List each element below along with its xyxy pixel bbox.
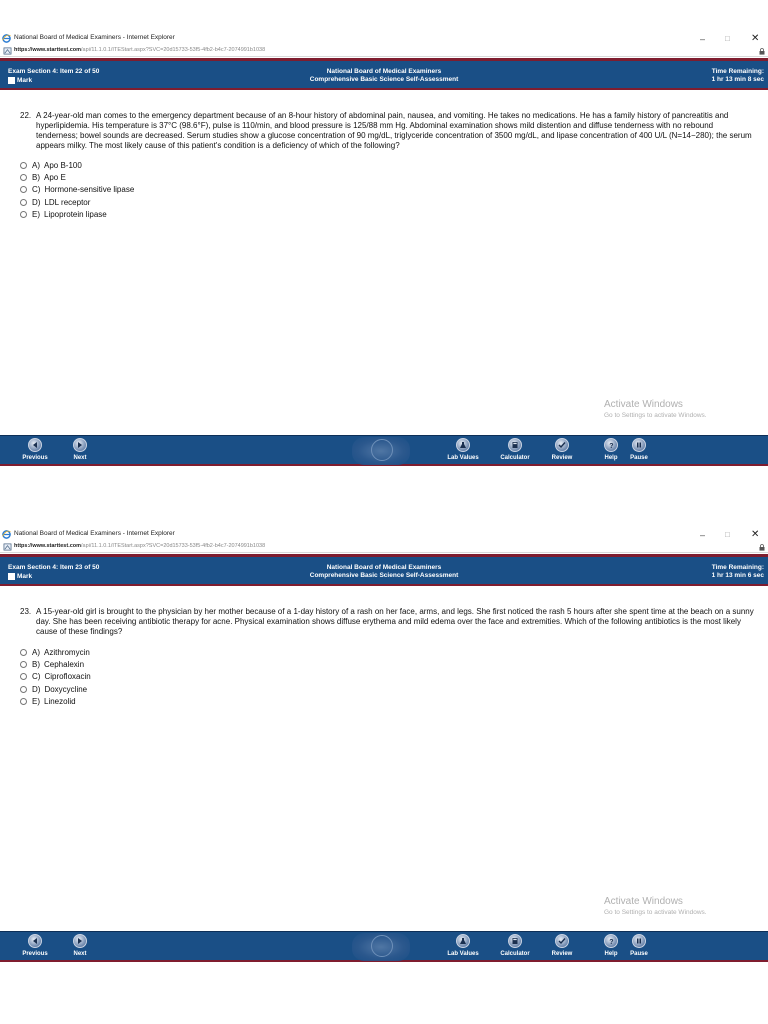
exam-footer [0,435,768,466]
minimize-button[interactable]: – [700,530,706,540]
review-icon [558,937,566,945]
answer-options [20,646,320,708]
mark-checkbox-icon [8,77,15,84]
previous-arrow-icon [31,937,39,945]
answer-option-b[interactable] [20,171,320,183]
page-icon [3,47,12,55]
maximize-button[interactable]: □ [725,530,730,539]
nbme-seal-icon [352,437,410,465]
exam-title-line2: Comprehensive Basic Science Self-Assessment [309,76,459,83]
help-label: Help [604,455,618,461]
pause-button[interactable] [614,934,664,961]
browser-titlebar [0,32,768,46]
option-text: Linezolid [44,697,76,707]
calculator-button[interactable] [490,934,540,961]
option-letter: A) [32,647,40,657]
exam-header [0,554,768,586]
question-stem [20,607,760,637]
exam-title-line2: Comprehensive Basic Science Self-Assessment [309,572,459,579]
lock-icon [759,48,765,55]
address-url[interactable] [14,47,265,53]
pause-button[interactable] [614,438,664,465]
page-icon [3,543,12,551]
next-label: Next [73,951,87,957]
answer-option-e[interactable] [20,696,320,708]
pause-label: Pause [630,951,648,957]
url-host: https://www.starttest.com [14,543,82,549]
exam-title [234,564,534,580]
radio-icon[interactable] [20,649,27,656]
question-text: A 24-year-old man comes to the emergency department because of an 8-hour history of abdominal pain, nausea, and vomiting. He takes no medications. He has a family history of pancreatitis and hyperlipidemia. His temperature is 37°C (98.6°F), pulse is 110/min, and blood pressure is 125/88 mm Hg. Abdominal examination shows mild distention and diffuse tenderness with no rebound tenderness; bowel sounds are decreased. Serum studies show a glucose concentration of 90 mg/dL, triglyceride concentration of 3500 mg/dL, and lipase concentration of 400 U/L (N=14−280); the serum appears milky. The most likely cause of this patient's condition is a deficiency of which of the following? [36,111,752,150]
option-text: Ciprofloxacin [44,672,91,682]
answer-option-a[interactable] [20,159,320,171]
radio-icon[interactable] [20,162,27,169]
radio-icon[interactable] [20,174,27,181]
radio-icon[interactable] [20,673,27,680]
mark-label: Mark [17,77,33,84]
exam-window-item-22 [0,32,768,468]
question-stem [20,111,760,151]
previous-label: Previous [22,951,48,957]
answer-option-e[interactable] [20,209,320,221]
question-content [0,590,768,930]
option-letter: C) [32,672,41,682]
help-label: Help [604,951,618,957]
calculator-label: Calculator [500,455,530,461]
lab-values-button[interactable] [438,934,488,961]
time-label: Time Remaining: [711,68,764,75]
watermark-title: Activate Windows [604,399,683,410]
option-text: Azithromycin [44,647,90,657]
pause-icon [635,937,643,945]
item-label: Exam Section 4: Item 23 of 50 [8,564,100,571]
next-arrow-icon [76,441,84,449]
exam-title [234,68,534,84]
time-label: Time Remaining: [711,564,764,571]
mark-label: Mark [17,573,33,580]
url-path: /api/11.1.0.1/ITEStart.aspx?SVC=20d15733-53f5-4fb2-b4c7-2074991b1038 [81,543,266,549]
calculator-icon [511,937,519,945]
address-bar[interactable] [0,46,768,57]
radio-icon[interactable] [20,186,27,193]
url-host: https://www.starttest.com [14,47,82,53]
answer-option-c[interactable] [20,671,320,683]
window-title: National Board of Medical Examiners - Internet Explorer [14,530,175,537]
previous-button[interactable] [10,438,60,465]
address-url[interactable] [14,543,265,549]
radio-icon[interactable] [20,211,27,218]
time-remaining [712,68,764,84]
minimize-button[interactable]: – [700,34,706,44]
lab-values-icon [459,937,467,945]
lab-values-label: Lab Values [447,455,479,461]
radio-icon[interactable] [20,698,27,705]
exam-header [0,58,768,90]
next-button[interactable] [55,934,105,961]
close-button[interactable]: ✕ [751,529,760,540]
option-letter: B) [32,173,40,183]
ie-logo-icon [2,530,11,539]
activate-windows-watermark [604,896,707,916]
lock-icon [759,544,765,551]
url-path: /api/11.1.0.1/ITEStart.aspx?SVC=20d15733-53f5-4fb2-b4c7-2074991b1038 [81,47,266,53]
address-bar[interactable] [0,542,768,553]
nbme-seal-icon [352,933,410,961]
calculator-button[interactable] [490,438,540,465]
window-title: National Board of Medical Examiners - Internet Explorer [14,34,175,41]
lab-values-icon [459,441,467,449]
lab-values-label: Lab Values [447,951,479,957]
review-button[interactable] [537,934,587,961]
option-text: Apo E [44,173,66,183]
answer-option-c[interactable] [20,184,320,196]
time-value: 1 hr 13 min 6 sec [711,572,764,579]
svg-text:?: ? [609,939,614,945]
browser-titlebar [0,528,768,542]
exam-window-item-23 [0,528,768,964]
question-text: A 15-year-old girl is brought to the physician by her mother because of a 1-day history of a rash on her face, arms, and legs. She first noticed the rash 5 hours after she spent time at the beach on a sunny day. She has been receiving antibiotic therapy for acne. Physical examination shows diffuse erythema and mild edema over the face and extremities. Which of the following antibiotics is the most likely cause of these findings? [36,607,754,636]
previous-label: Previous [22,455,48,461]
review-button[interactable] [537,438,587,465]
review-icon [558,441,566,449]
option-text: Doxycycline [44,684,88,694]
exam-footer [0,931,768,962]
question-number: 23. [20,607,32,616]
answer-option-a[interactable] [20,646,320,658]
option-letter: E) [32,210,40,220]
radio-icon[interactable] [20,661,27,668]
radio-icon[interactable] [20,686,27,693]
watermark-subtitle: Go to Settings to activate Windows. [604,412,707,419]
review-label: Review [551,455,573,461]
option-text: LDL receptor [44,197,91,207]
maximize-button[interactable]: □ [725,34,730,43]
option-text: Lipoprotein lipase [44,210,107,220]
option-letter: A) [32,160,40,170]
previous-arrow-icon [31,441,39,449]
next-label: Next [73,455,87,461]
radio-icon[interactable] [20,199,27,206]
question-number: 22. [20,111,32,120]
exam-title-line1: National Board of Medical Examiners [326,68,442,75]
exam-title-line1: National Board of Medical Examiners [326,564,442,571]
watermark-title: Activate Windows [604,896,683,907]
calculator-label: Calculator [500,951,530,957]
pause-icon [635,441,643,449]
mark-button[interactable] [8,573,32,580]
question-content [0,94,768,434]
mark-button[interactable] [8,77,32,84]
option-text: Cephalexin [44,660,85,670]
previous-button[interactable] [10,934,60,961]
next-arrow-icon [76,937,84,945]
close-button[interactable]: ✕ [751,33,760,44]
pause-label: Pause [630,455,648,461]
answer-option-b[interactable] [20,658,320,670]
option-text: Apo B-100 [44,160,82,170]
answer-option-d[interactable] [20,683,320,695]
calculator-icon [511,441,519,449]
time-value: 1 hr 13 min 8 sec [711,76,764,83]
option-letter: E) [32,697,40,707]
option-letter: C) [32,185,41,195]
option-letter: D) [32,684,41,694]
lab-values-button[interactable] [438,438,488,465]
watermark-subtitle: Go to Settings to activate Windows. [604,909,707,916]
activate-windows-watermark [604,399,707,419]
item-label: Exam Section 4: Item 22 of 50 [8,68,100,75]
next-button[interactable] [55,438,105,465]
ie-logo-icon [2,34,11,43]
mark-checkbox-icon [8,573,15,580]
time-remaining [712,564,764,580]
option-text: Hormone-sensitive lipase [44,185,135,195]
review-label: Review [551,951,573,957]
option-letter: D) [32,197,41,207]
answer-options [20,159,320,221]
answer-option-d[interactable] [20,196,320,208]
option-letter: B) [32,660,40,670]
svg-text:?: ? [609,443,614,449]
